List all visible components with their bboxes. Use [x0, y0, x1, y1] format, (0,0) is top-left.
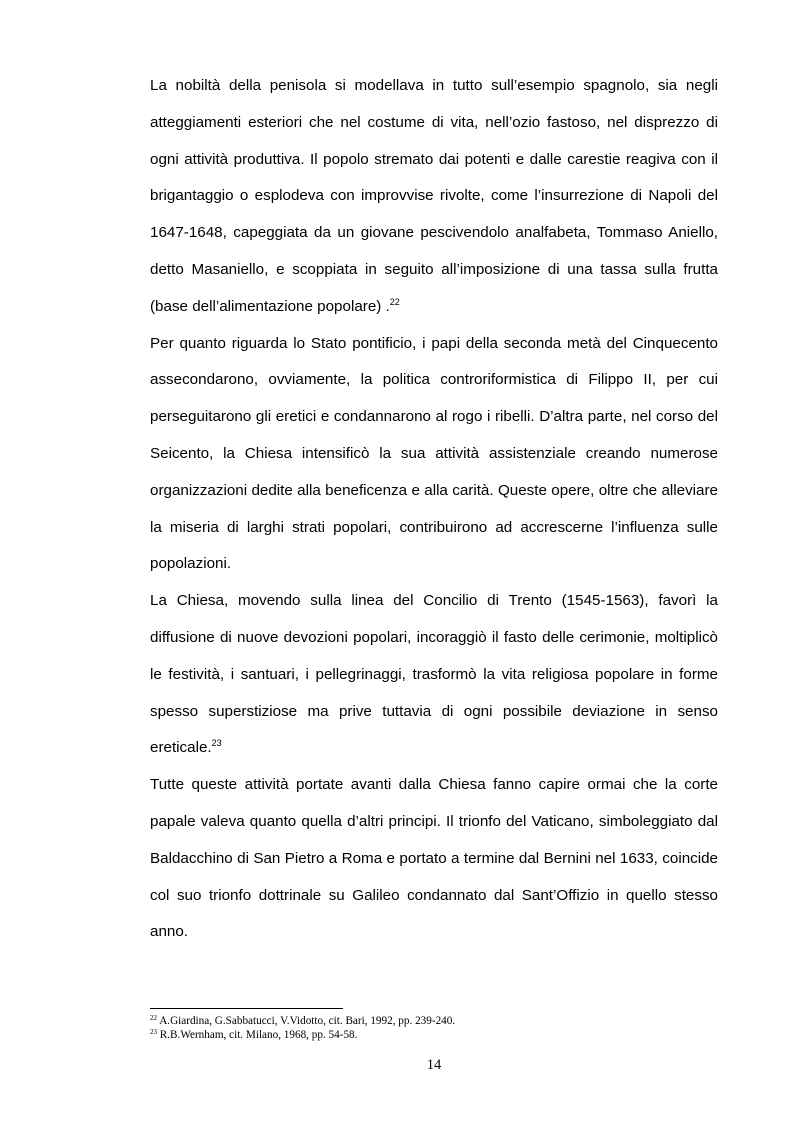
footnote-item [150, 1028, 718, 1042]
footnote-reference[interactable]: 22 [389, 296, 400, 307]
paragraph-papal-state [150, 326, 718, 584]
paragraph-nobility [150, 68, 718, 326]
body-text [150, 68, 718, 951]
footnote-number: 22 [150, 1014, 157, 1022]
paragraph-vatican-triumph [150, 767, 718, 951]
page-number: 14 [426, 1057, 442, 1073]
paragraph-text: Tutte queste attività portate avanti dalla Chiesa fanno capire ormai che la corte papale valeva quanto quella d’altri principi. Il trionfo del Vaticano, simboleggiato dal Baldacchino di San Pietro a Roma e portato a termine dal Bernini nel 1633, coincide col suo trionfo dottrinale su Galileo condannato dal Sant’Offizio in quello stesso anno. [150, 776, 718, 941]
footnote-text: R.B.Wernham, cit. Milano, 1968, pp. 54-58. [159, 1029, 358, 1041]
footnote-reference[interactable]: 23 [211, 738, 222, 749]
footnote-separator [150, 1008, 343, 1009]
paragraph-text: Per quanto riguarda lo Stato pontificio, i papi della seconda metà del Cinquecento assecondarono, ovviamente, la politica controriformistica di Filippo II, per cui perseguitarono gli eretici e condannarono al rogo i ribelli. D’altra parte, nel corso del Seicento, la Chiesa intensificò la sua attività assistenziale creando numerose organizzazioni dedite alla beneficenza e alla carità. Queste opere, oltre che alleviare la miseria di larghi strati popolari, contribuirono ad accrescerne l’influenza sulle popolazioni. [150, 334, 718, 573]
paragraph-council-of-trent [150, 583, 718, 767]
footnote-text: A.Giardina, G.Sabbatucci, V.Vidotto, cit. Bari, 1992, pp. 239-240. [159, 1015, 456, 1027]
footnote-number: 23 [150, 1028, 157, 1036]
paragraph-text: La nobiltà della penisola si modellava in tutto sull’esempio spagnolo, sia negli atteggiamenti esteriori che nel costume di vita, nell’ozio fastoso, nel disprezzo di ogni attività produttiva. Il popolo stremato dai potenti e dalle carestie reagiva con il brigantaggio o esplodeva con improvvise rivolte, come l’insurrezione di Napoli del 1647-1648, capeggiata da un giovane pescivendolo analfabeta, Tommaso Aniello, detto Masaniello, e scoppiata in seguito all’imposizione di una tassa sulla frutta (base dell’alimentazione popolare) . [150, 77, 718, 315]
footnote-item [150, 1014, 718, 1028]
footnotes [150, 1014, 718, 1042]
paragraph-text: La Chiesa, movendo sulla linea del Concilio di Trento (1545-1563), favorì la diffusione di nuove devozioni popolari, incoraggiò il fasto delle cerimonie, moltiplicò le festività, i santuari, i pellegrinaggi, trasformò la vita religiosa popolare in forme spesso superstiziose ma prive tuttavia di ogni possibile deviazione in senso ereticale. [150, 592, 718, 757]
